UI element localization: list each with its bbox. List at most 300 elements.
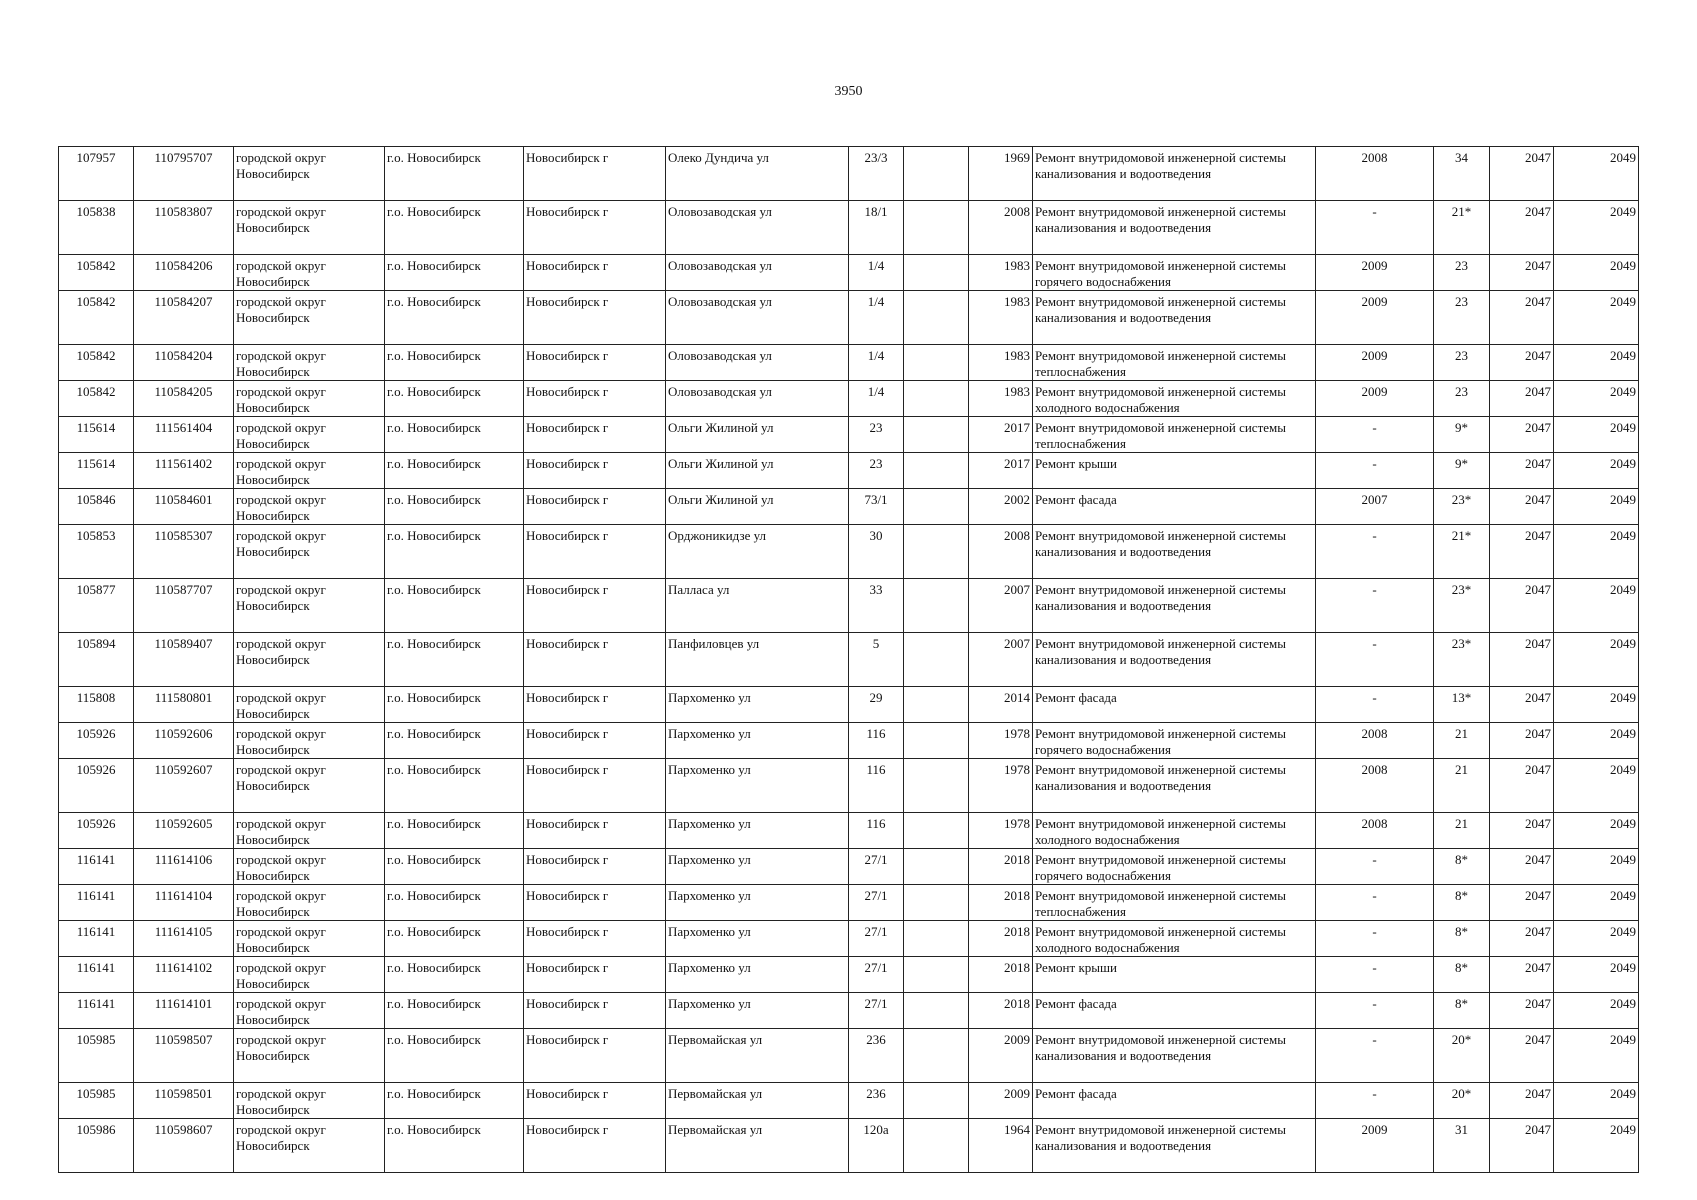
cell-record-id: 105846	[59, 489, 134, 525]
cell-house-number: 116	[849, 759, 904, 813]
cell-settlement: Новосибирск г	[524, 921, 666, 957]
cell-record-id: 105842	[59, 345, 134, 381]
cell-plan-end-year: 2049	[1554, 633, 1639, 687]
cell-district: г.о. Новосибирск	[385, 381, 524, 417]
cell-street: Оловозаводская ул	[666, 255, 849, 291]
cell-plan-start-year: 2047	[1490, 147, 1554, 201]
cell-commission-year: 2018	[969, 993, 1033, 1029]
cell-service-life: 23*	[1434, 633, 1490, 687]
cell-work-id: 110795707	[134, 147, 234, 201]
cell-plan-start-year: 2047	[1490, 687, 1554, 723]
cell-house-number: 33	[849, 579, 904, 633]
cell-work-type: Ремонт фасада	[1033, 489, 1316, 525]
cell-district: г.о. Новосибирск	[385, 147, 524, 201]
cell-work-type: Ремонт внутридомовой инженерной системы холодного водоснабжения	[1033, 921, 1316, 957]
cell-work-id: 110584207	[134, 291, 234, 345]
cell-building-letter	[904, 417, 969, 453]
cell-district: г.о. Новосибирск	[385, 291, 524, 345]
cell-municipality: городской округ Новосибирск	[234, 489, 385, 525]
cell-plan-end-year: 2049	[1554, 759, 1639, 813]
cell-house-number: 30	[849, 525, 904, 579]
cell-municipality: городской округ Новосибирск	[234, 1119, 385, 1173]
cell-street: Палласа ул	[666, 579, 849, 633]
cell-settlement: Новосибирск г	[524, 579, 666, 633]
cell-service-life: 8*	[1434, 921, 1490, 957]
cell-service-life: 13*	[1434, 687, 1490, 723]
cell-commission-year: 1983	[969, 255, 1033, 291]
cell-work-id: 110587707	[134, 579, 234, 633]
cell-district: г.о. Новосибирск	[385, 687, 524, 723]
cell-record-id: 116141	[59, 849, 134, 885]
cell-building-letter	[904, 525, 969, 579]
cell-municipality: городской округ Новосибирск	[234, 813, 385, 849]
cell-plan-end-year: 2049	[1554, 147, 1639, 201]
cell-last-repair-year: -	[1316, 453, 1434, 489]
cell-district: г.о. Новосибирск	[385, 489, 524, 525]
cell-commission-year: 2008	[969, 525, 1033, 579]
cell-building-letter	[904, 993, 969, 1029]
cell-commission-year: 2007	[969, 579, 1033, 633]
cell-last-repair-year: 2008	[1316, 723, 1434, 759]
cell-plan-end-year: 2049	[1554, 345, 1639, 381]
cell-municipality: городской округ Новосибирск	[234, 453, 385, 489]
cell-last-repair-year: -	[1316, 1029, 1434, 1083]
cell-record-id: 105926	[59, 759, 134, 813]
cell-district: г.о. Новосибирск	[385, 1119, 524, 1173]
cell-record-id: 116141	[59, 993, 134, 1029]
cell-building-letter	[904, 291, 969, 345]
cell-record-id: 116141	[59, 921, 134, 957]
cell-settlement: Новосибирск г	[524, 291, 666, 345]
cell-district: г.о. Новосибирск	[385, 525, 524, 579]
cell-work-type: Ремонт внутридомовой инженерной системы канализования и водоотведения	[1033, 291, 1316, 345]
cell-last-repair-year: 2009	[1316, 255, 1434, 291]
cell-work-id: 110583807	[134, 201, 234, 255]
cell-plan-start-year: 2047	[1490, 525, 1554, 579]
cell-work-type: Ремонт внутридомовой инженерной системы холодного водоснабжения	[1033, 381, 1316, 417]
cell-plan-end-year: 2049	[1554, 291, 1639, 345]
cell-settlement: Новосибирск г	[524, 1029, 666, 1083]
cell-plan-end-year: 2049	[1554, 849, 1639, 885]
cell-record-id: 105894	[59, 633, 134, 687]
cell-plan-end-year: 2049	[1554, 813, 1639, 849]
cell-street: Оловозаводская ул	[666, 201, 849, 255]
cell-municipality: городской округ Новосибирск	[234, 921, 385, 957]
cell-settlement: Новосибирск г	[524, 993, 666, 1029]
cell-house-number: 27/1	[849, 885, 904, 921]
cell-municipality: городской округ Новосибирск	[234, 291, 385, 345]
cell-service-life: 9*	[1434, 417, 1490, 453]
cell-work-id: 111561404	[134, 417, 234, 453]
cell-street: Первомайская ул	[666, 1083, 849, 1119]
cell-work-type: Ремонт внутридомовой инженерной системы канализования и водоотведения	[1033, 1029, 1316, 1083]
cell-plan-start-year: 2047	[1490, 759, 1554, 813]
cell-work-type: Ремонт внутридомовой инженерной системы теплоснабжения	[1033, 885, 1316, 921]
cell-commission-year: 2007	[969, 633, 1033, 687]
cell-municipality: городской округ Новосибирск	[234, 381, 385, 417]
cell-commission-year: 1978	[969, 813, 1033, 849]
cell-building-letter	[904, 633, 969, 687]
cell-work-type: Ремонт внутридомовой инженерной системы холодного водоснабжения	[1033, 813, 1316, 849]
cell-work-id: 110584204	[134, 345, 234, 381]
cell-last-repair-year: -	[1316, 687, 1434, 723]
cell-service-life: 21*	[1434, 525, 1490, 579]
cell-district: г.о. Новосибирск	[385, 759, 524, 813]
cell-plan-end-year: 2049	[1554, 921, 1639, 957]
cell-building-letter	[904, 453, 969, 489]
cell-municipality: городской округ Новосибирск	[234, 687, 385, 723]
cell-work-type: Ремонт внутридомовой инженерной системы теплоснабжения	[1033, 417, 1316, 453]
cell-building-letter	[904, 381, 969, 417]
cell-last-repair-year: -	[1316, 957, 1434, 993]
cell-work-id: 111614106	[134, 849, 234, 885]
cell-record-id: 107957	[59, 147, 134, 201]
cell-street: Ольги Жилиной ул	[666, 489, 849, 525]
cell-commission-year: 1983	[969, 291, 1033, 345]
cell-record-id: 115614	[59, 453, 134, 489]
cell-work-id: 111614105	[134, 921, 234, 957]
cell-street: Оловозаводская ул	[666, 381, 849, 417]
cell-work-type: Ремонт фасада	[1033, 1083, 1316, 1119]
cell-plan-start-year: 2047	[1490, 885, 1554, 921]
cell-plan-start-year: 2047	[1490, 417, 1554, 453]
cell-plan-end-year: 2049	[1554, 1083, 1639, 1119]
cell-house-number: 18/1	[849, 201, 904, 255]
cell-work-type: Ремонт внутридомовой инженерной системы горячего водоснабжения	[1033, 723, 1316, 759]
cell-plan-start-year: 2047	[1490, 849, 1554, 885]
cell-plan-start-year: 2047	[1490, 381, 1554, 417]
cell-settlement: Новосибирск г	[524, 849, 666, 885]
cell-settlement: Новосибирск г	[524, 687, 666, 723]
cell-municipality: городской округ Новосибирск	[234, 957, 385, 993]
cell-service-life: 20*	[1434, 1083, 1490, 1119]
cell-plan-end-year: 2049	[1554, 579, 1639, 633]
cell-work-id: 111614104	[134, 885, 234, 921]
cell-settlement: Новосибирск г	[524, 417, 666, 453]
cell-work-id: 111614102	[134, 957, 234, 993]
cell-street: Первомайская ул	[666, 1119, 849, 1173]
cell-building-letter	[904, 1029, 969, 1083]
cell-work-type: Ремонт внутридомовой инженерной системы горячего водоснабжения	[1033, 849, 1316, 885]
table-row	[59, 417, 1639, 453]
cell-house-number: 23	[849, 417, 904, 453]
cell-house-number: 116	[849, 813, 904, 849]
cell-service-life: 23	[1434, 345, 1490, 381]
cell-last-repair-year: -	[1316, 1083, 1434, 1119]
cell-record-id: 115614	[59, 417, 134, 453]
cell-plan-end-year: 2049	[1554, 1029, 1639, 1083]
cell-street: Оловозаводская ул	[666, 345, 849, 381]
cell-work-type: Ремонт внутридомовой инженерной системы канализования и водоотведения	[1033, 525, 1316, 579]
cell-settlement: Новосибирск г	[524, 957, 666, 993]
cell-settlement: Новосибирск г	[524, 1119, 666, 1173]
cell-street: Оловозаводская ул	[666, 291, 849, 345]
cell-district: г.о. Новосибирск	[385, 453, 524, 489]
table-row	[59, 849, 1639, 885]
cell-house-number: 1/4	[849, 345, 904, 381]
cell-plan-end-year: 2049	[1554, 957, 1639, 993]
cell-district: г.о. Новосибирск	[385, 885, 524, 921]
cell-work-id: 110584601	[134, 489, 234, 525]
cell-municipality: городской округ Новосибирск	[234, 147, 385, 201]
table-row	[59, 255, 1639, 291]
cell-work-type: Ремонт внутридомовой инженерной системы канализования и водоотведения	[1033, 201, 1316, 255]
cell-street: Пархоменко ул	[666, 759, 849, 813]
cell-house-number: 73/1	[849, 489, 904, 525]
cell-plan-start-year: 2047	[1490, 723, 1554, 759]
cell-record-id: 105842	[59, 255, 134, 291]
cell-municipality: городской округ Новосибирск	[234, 1029, 385, 1083]
cell-house-number: 23	[849, 453, 904, 489]
cell-house-number: 236	[849, 1029, 904, 1083]
cell-commission-year: 2017	[969, 453, 1033, 489]
cell-record-id: 116141	[59, 957, 134, 993]
cell-commission-year: 2018	[969, 957, 1033, 993]
cell-settlement: Новосибирск г	[524, 1083, 666, 1119]
cell-building-letter	[904, 345, 969, 381]
cell-plan-start-year: 2047	[1490, 489, 1554, 525]
table-row	[59, 759, 1639, 813]
cell-house-number: 120а	[849, 1119, 904, 1173]
cell-work-type: Ремонт внутридомовой инженерной системы канализования и водоотведения	[1033, 579, 1316, 633]
cell-district: г.о. Новосибирск	[385, 921, 524, 957]
cell-settlement: Новосибирск г	[524, 453, 666, 489]
cell-settlement: Новосибирск г	[524, 147, 666, 201]
cell-service-life: 8*	[1434, 957, 1490, 993]
cell-work-type: Ремонт внутридомовой инженерной системы канализования и водоотведения	[1033, 147, 1316, 201]
cell-house-number: 1/4	[849, 381, 904, 417]
cell-house-number: 27/1	[849, 849, 904, 885]
cell-street: Пархоменко ул	[666, 957, 849, 993]
cell-record-id: 115808	[59, 687, 134, 723]
cell-work-type: Ремонт крыши	[1033, 957, 1316, 993]
cell-work-id: 110592606	[134, 723, 234, 759]
cell-municipality: городской округ Новосибирск	[234, 759, 385, 813]
cell-work-type: Ремонт внутридомовой инженерной системы канализования и водоотведения	[1033, 633, 1316, 687]
cell-street: Пархоменко ул	[666, 993, 849, 1029]
cell-plan-start-year: 2047	[1490, 579, 1554, 633]
cell-work-id: 110592605	[134, 813, 234, 849]
table-row	[59, 453, 1639, 489]
cell-service-life: 20*	[1434, 1029, 1490, 1083]
cell-plan-start-year: 2047	[1490, 993, 1554, 1029]
cell-commission-year: 1983	[969, 345, 1033, 381]
cell-record-id: 105838	[59, 201, 134, 255]
cell-building-letter	[904, 957, 969, 993]
cell-settlement: Новосибирск г	[524, 255, 666, 291]
cell-district: г.о. Новосибирск	[385, 345, 524, 381]
cell-plan-start-year: 2047	[1490, 957, 1554, 993]
cell-commission-year: 2018	[969, 921, 1033, 957]
cell-plan-end-year: 2049	[1554, 687, 1639, 723]
cell-last-repair-year: -	[1316, 201, 1434, 255]
cell-work-type: Ремонт фасада	[1033, 687, 1316, 723]
cell-house-number: 1/4	[849, 291, 904, 345]
cell-plan-start-year: 2047	[1490, 633, 1554, 687]
cell-commission-year: 2018	[969, 849, 1033, 885]
cell-service-life: 9*	[1434, 453, 1490, 489]
cell-house-number: 27/1	[849, 921, 904, 957]
cell-building-letter	[904, 759, 969, 813]
cell-work-id: 110589407	[134, 633, 234, 687]
cell-plan-end-year: 2049	[1554, 453, 1639, 489]
cell-work-id: 110598501	[134, 1083, 234, 1119]
cell-last-repair-year: -	[1316, 921, 1434, 957]
cell-service-life: 8*	[1434, 885, 1490, 921]
cell-work-type: Ремонт внутридомовой инженерной системы теплоснабжения	[1033, 345, 1316, 381]
table-row	[59, 345, 1639, 381]
cell-commission-year: 2018	[969, 885, 1033, 921]
cell-plan-start-year: 2047	[1490, 255, 1554, 291]
cell-last-repair-year: -	[1316, 849, 1434, 885]
cell-plan-start-year: 2047	[1490, 291, 1554, 345]
cell-house-number: 236	[849, 1083, 904, 1119]
cell-service-life: 23	[1434, 381, 1490, 417]
cell-plan-start-year: 2047	[1490, 1119, 1554, 1173]
table-row	[59, 921, 1639, 957]
cell-municipality: городской округ Новосибирск	[234, 255, 385, 291]
cell-municipality: городской округ Новосибирск	[234, 885, 385, 921]
cell-last-repair-year: 2008	[1316, 759, 1434, 813]
table-row	[59, 489, 1639, 525]
cell-service-life: 23*	[1434, 579, 1490, 633]
cell-service-life: 34	[1434, 147, 1490, 201]
cell-municipality: городской округ Новосибирск	[234, 579, 385, 633]
cell-building-letter	[904, 687, 969, 723]
cell-last-repair-year: 2008	[1316, 813, 1434, 849]
table-row	[59, 147, 1639, 201]
cell-plan-start-year: 2047	[1490, 1029, 1554, 1083]
cell-street: Ольги Жилиной ул	[666, 417, 849, 453]
cell-street: Первомайская ул	[666, 1029, 849, 1083]
cell-municipality: городской округ Новосибирск	[234, 723, 385, 759]
cell-work-type: Ремонт крыши	[1033, 453, 1316, 489]
cell-service-life: 23	[1434, 255, 1490, 291]
cell-settlement: Новосибирск г	[524, 813, 666, 849]
cell-street: Пархоменко ул	[666, 885, 849, 921]
cell-commission-year: 1978	[969, 723, 1033, 759]
table-row	[59, 381, 1639, 417]
cell-house-number: 116	[849, 723, 904, 759]
cell-building-letter	[904, 723, 969, 759]
cell-settlement: Новосибирск г	[524, 201, 666, 255]
cell-street: Пархоменко ул	[666, 723, 849, 759]
table-row	[59, 579, 1639, 633]
cell-building-letter	[904, 579, 969, 633]
cell-district: г.о. Новосибирск	[385, 579, 524, 633]
cell-district: г.о. Новосибирск	[385, 201, 524, 255]
cell-work-id: 110585307	[134, 525, 234, 579]
cell-municipality: городской округ Новосибирск	[234, 525, 385, 579]
cell-work-type: Ремонт внутридомовой инженерной системы горячего водоснабжения	[1033, 255, 1316, 291]
cell-municipality: городской округ Новосибирск	[234, 201, 385, 255]
cell-district: г.о. Новосибирск	[385, 993, 524, 1029]
cell-plan-end-year: 2049	[1554, 489, 1639, 525]
cell-service-life: 31	[1434, 1119, 1490, 1173]
cell-service-life: 21	[1434, 723, 1490, 759]
cell-plan-start-year: 2047	[1490, 813, 1554, 849]
cell-district: г.о. Новосибирск	[385, 633, 524, 687]
cell-commission-year: 2009	[969, 1083, 1033, 1119]
cell-work-id: 110598607	[134, 1119, 234, 1173]
cell-plan-start-year: 2047	[1490, 345, 1554, 381]
cell-plan-start-year: 2047	[1490, 1083, 1554, 1119]
cell-municipality: городской округ Новосибирск	[234, 633, 385, 687]
cell-plan-start-year: 2047	[1490, 453, 1554, 489]
cell-service-life: 21	[1434, 813, 1490, 849]
cell-settlement: Новосибирск г	[524, 381, 666, 417]
cell-work-id: 110584206	[134, 255, 234, 291]
registry-table	[58, 146, 1639, 1173]
cell-commission-year: 2009	[969, 1029, 1033, 1083]
cell-record-id: 105842	[59, 381, 134, 417]
cell-plan-end-year: 2049	[1554, 1119, 1639, 1173]
cell-settlement: Новосибирск г	[524, 525, 666, 579]
cell-building-letter	[904, 813, 969, 849]
cell-last-repair-year: 2009	[1316, 345, 1434, 381]
cell-last-repair-year: -	[1316, 885, 1434, 921]
cell-plan-end-year: 2049	[1554, 723, 1639, 759]
cell-municipality: городской округ Новосибирск	[234, 849, 385, 885]
cell-commission-year: 2002	[969, 489, 1033, 525]
cell-plan-start-year: 2047	[1490, 201, 1554, 255]
cell-plan-end-year: 2049	[1554, 255, 1639, 291]
cell-plan-end-year: 2049	[1554, 417, 1639, 453]
cell-house-number: 27/1	[849, 957, 904, 993]
cell-last-repair-year: -	[1316, 417, 1434, 453]
cell-plan-end-year: 2049	[1554, 885, 1639, 921]
cell-service-life: 8*	[1434, 849, 1490, 885]
cell-street: Олеко Дундича ул	[666, 147, 849, 201]
cell-district: г.о. Новосибирск	[385, 1083, 524, 1119]
cell-settlement: Новосибирск г	[524, 723, 666, 759]
cell-settlement: Новосибирск г	[524, 885, 666, 921]
cell-commission-year: 2017	[969, 417, 1033, 453]
cell-street: Панфиловцев ул	[666, 633, 849, 687]
cell-record-id: 105926	[59, 723, 134, 759]
cell-last-repair-year: 2007	[1316, 489, 1434, 525]
cell-commission-year: 1964	[969, 1119, 1033, 1173]
cell-settlement: Новосибирск г	[524, 759, 666, 813]
table-row	[59, 687, 1639, 723]
cell-record-id: 105986	[59, 1119, 134, 1173]
table-row	[59, 1029, 1639, 1083]
cell-service-life: 23	[1434, 291, 1490, 345]
cell-record-id: 105985	[59, 1029, 134, 1083]
cell-district: г.о. Новосибирск	[385, 957, 524, 993]
table-row	[59, 723, 1639, 759]
table-row	[59, 1083, 1639, 1119]
cell-district: г.о. Новосибирск	[385, 813, 524, 849]
cell-work-id: 111580801	[134, 687, 234, 723]
cell-house-number: 5	[849, 633, 904, 687]
cell-record-id: 105842	[59, 291, 134, 345]
cell-settlement: Новосибирск г	[524, 345, 666, 381]
cell-municipality: городской округ Новосибирск	[234, 417, 385, 453]
cell-service-life: 21*	[1434, 201, 1490, 255]
cell-last-repair-year: -	[1316, 525, 1434, 579]
cell-municipality: городской округ Новосибирск	[234, 345, 385, 381]
cell-work-id: 111614101	[134, 993, 234, 1029]
table-row	[59, 993, 1639, 1029]
cell-last-repair-year: -	[1316, 633, 1434, 687]
cell-last-repair-year: 2008	[1316, 147, 1434, 201]
cell-commission-year: 1983	[969, 381, 1033, 417]
cell-service-life: 21	[1434, 759, 1490, 813]
table-row	[59, 633, 1639, 687]
table-row	[59, 957, 1639, 993]
cell-building-letter	[904, 921, 969, 957]
